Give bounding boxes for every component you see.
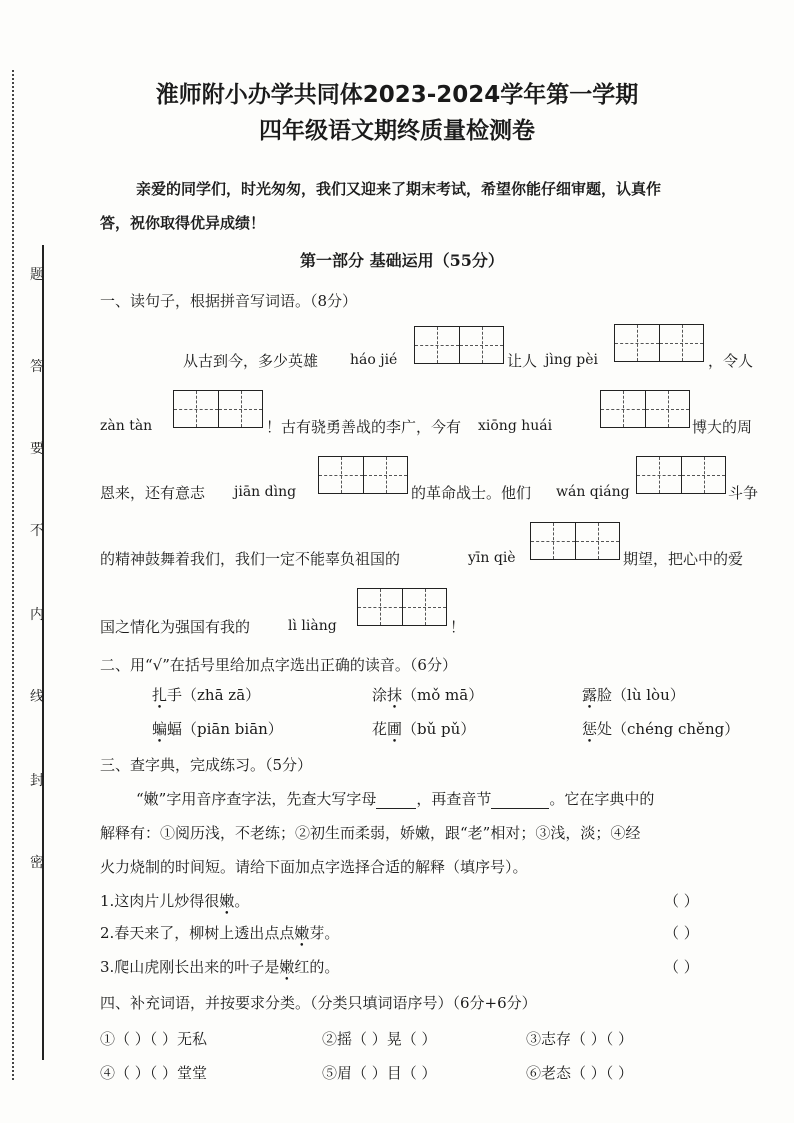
q3-item: 3.爬山虎刚长出来的叶子是嫩红的。 [100,958,340,976]
q4-item[interactable]: ④（ ）（ ）堂堂 [100,1064,208,1082]
pinyin: lì liàng [288,618,337,634]
binding-dotted-line [12,70,14,1080]
pinyin: xiōng huái [478,418,553,434]
seal-char: 答 [30,359,44,375]
q1-text: ！ [450,618,466,636]
q2-item[interactable]: 扎手（zhā zā） [152,686,261,704]
exam-title-line2: 四年级语文期终质量检测卷 [259,118,535,144]
q1-text: 的精神鼓舞着我们，我们一定不能辜负祖国的 [100,550,401,568]
q1-heading: 一、读句子，根据拼音写词语。（8分） [100,292,358,310]
q4-item[interactable]: ②摇（ ）晃（ ） [322,1030,437,1048]
answer-grid[interactable] [636,456,726,494]
answer-paren[interactable]: （ ） [664,892,699,910]
intro-line1: 亲爱的同学们，时光匆匆，我们又迎来了期末考试，希望你能仔细审题，认真作 [136,180,662,198]
answer-grid[interactable] [357,588,447,626]
q1-text: 斗争 [728,484,759,502]
q1-text: 的革命战士。他们 [411,484,532,502]
exam-title-line1: 淮师附小办学共同体2023-2024学年第一学期 [155,82,639,108]
seal-char: 不 [30,523,44,539]
answer-paren[interactable]: （ ） [664,958,699,976]
seal-char: 密 [30,855,44,871]
blank-letter[interactable] [376,790,416,809]
q2-item[interactable]: 花圃（bǔ pǔ） [372,720,476,738]
q2-item[interactable]: 露脸（lù lòu） [582,686,685,704]
pinyin: háo jié [350,352,398,368]
q4-item[interactable]: ⑤眉（ ）目（ ） [322,1064,437,1082]
q1-text: 期望，把心中的爱 [623,550,744,568]
q1-text: 博大的周 [692,418,753,436]
q2-item[interactable]: 蝙蝠（piān biān） [152,720,283,738]
seal-char: 内 [30,607,44,623]
q4-heading: 四、补充词语，并按要求分类。（分类只填词语序号）（6分+6分） [100,994,537,1012]
q3-item: 1.这肉片儿炒得很嫩。 [100,892,250,910]
q1-text: 恩来，还有意志 [100,484,206,502]
pinyin: yīn qiè [468,550,516,566]
intro-line2: 答，祝你取得优异成绩！ [100,214,266,232]
q1-text: ！古有骁勇善战的李广，今有 [266,418,462,436]
q3-paragraph-line2: 解释有：①阅历浅，不老练；②初生而柔弱，娇嫩，跟“老”相对；③浅，淡；④经 [100,824,641,842]
seal-char: 要 [30,441,44,457]
answer-grid[interactable] [318,456,408,494]
q2-heading: 二、用“√”在括号里给加点字选出正确的读音。（6分） [100,656,457,674]
q4-item[interactable]: ⑥老态（ ）（ ） [526,1064,634,1082]
answer-grid[interactable] [614,324,704,362]
part1-heading: 第一部分 基础运用（55分） [300,251,504,270]
q2-item[interactable]: 涂抹（mǒ mā） [372,686,484,704]
pinyin: zàn tàn [100,418,153,434]
q3-item: 2.春天来了，柳树上透出点点嫩芽。 [100,924,340,942]
pinyin: jìng pèi [545,352,598,368]
q1-text: 从古到今，多少英雄 [183,352,319,370]
seal-char: 线 [30,689,44,705]
q2-item[interactable]: 惩处（chéng chěng） [582,720,740,738]
answer-paren[interactable]: （ ） [664,924,699,942]
q3-paragraph-line3: 火力烧制的时间短。请给下面加点字选择合适的解释（填序号）。 [100,858,528,876]
q1-text: 让人 [507,352,538,370]
seal-char: 题 [30,267,44,283]
q1-text: ，令人 [708,352,754,370]
answer-grid[interactable] [414,326,504,364]
answer-grid[interactable] [530,522,620,560]
q3-paragraph-line1: “嫩”字用音序查字法，先查大写字母 ，再查音节 。它在字典中的 [136,790,655,808]
pinyin: wán qiáng [556,484,630,500]
q1-text: 国之情化为强国有我的 [100,618,251,636]
answer-grid[interactable] [173,390,263,428]
q4-item[interactable]: ③志存（ ）（ ） [526,1030,634,1048]
blank-syllable[interactable] [491,790,549,809]
pinyin: jiān dìng [234,484,297,500]
q4-item[interactable]: ①（ ）（ ）无私 [100,1030,208,1048]
answer-grid[interactable] [600,390,690,428]
q3-heading: 三、查字典，完成练习。（5分） [100,756,313,774]
seal-char: 封 [30,773,44,789]
